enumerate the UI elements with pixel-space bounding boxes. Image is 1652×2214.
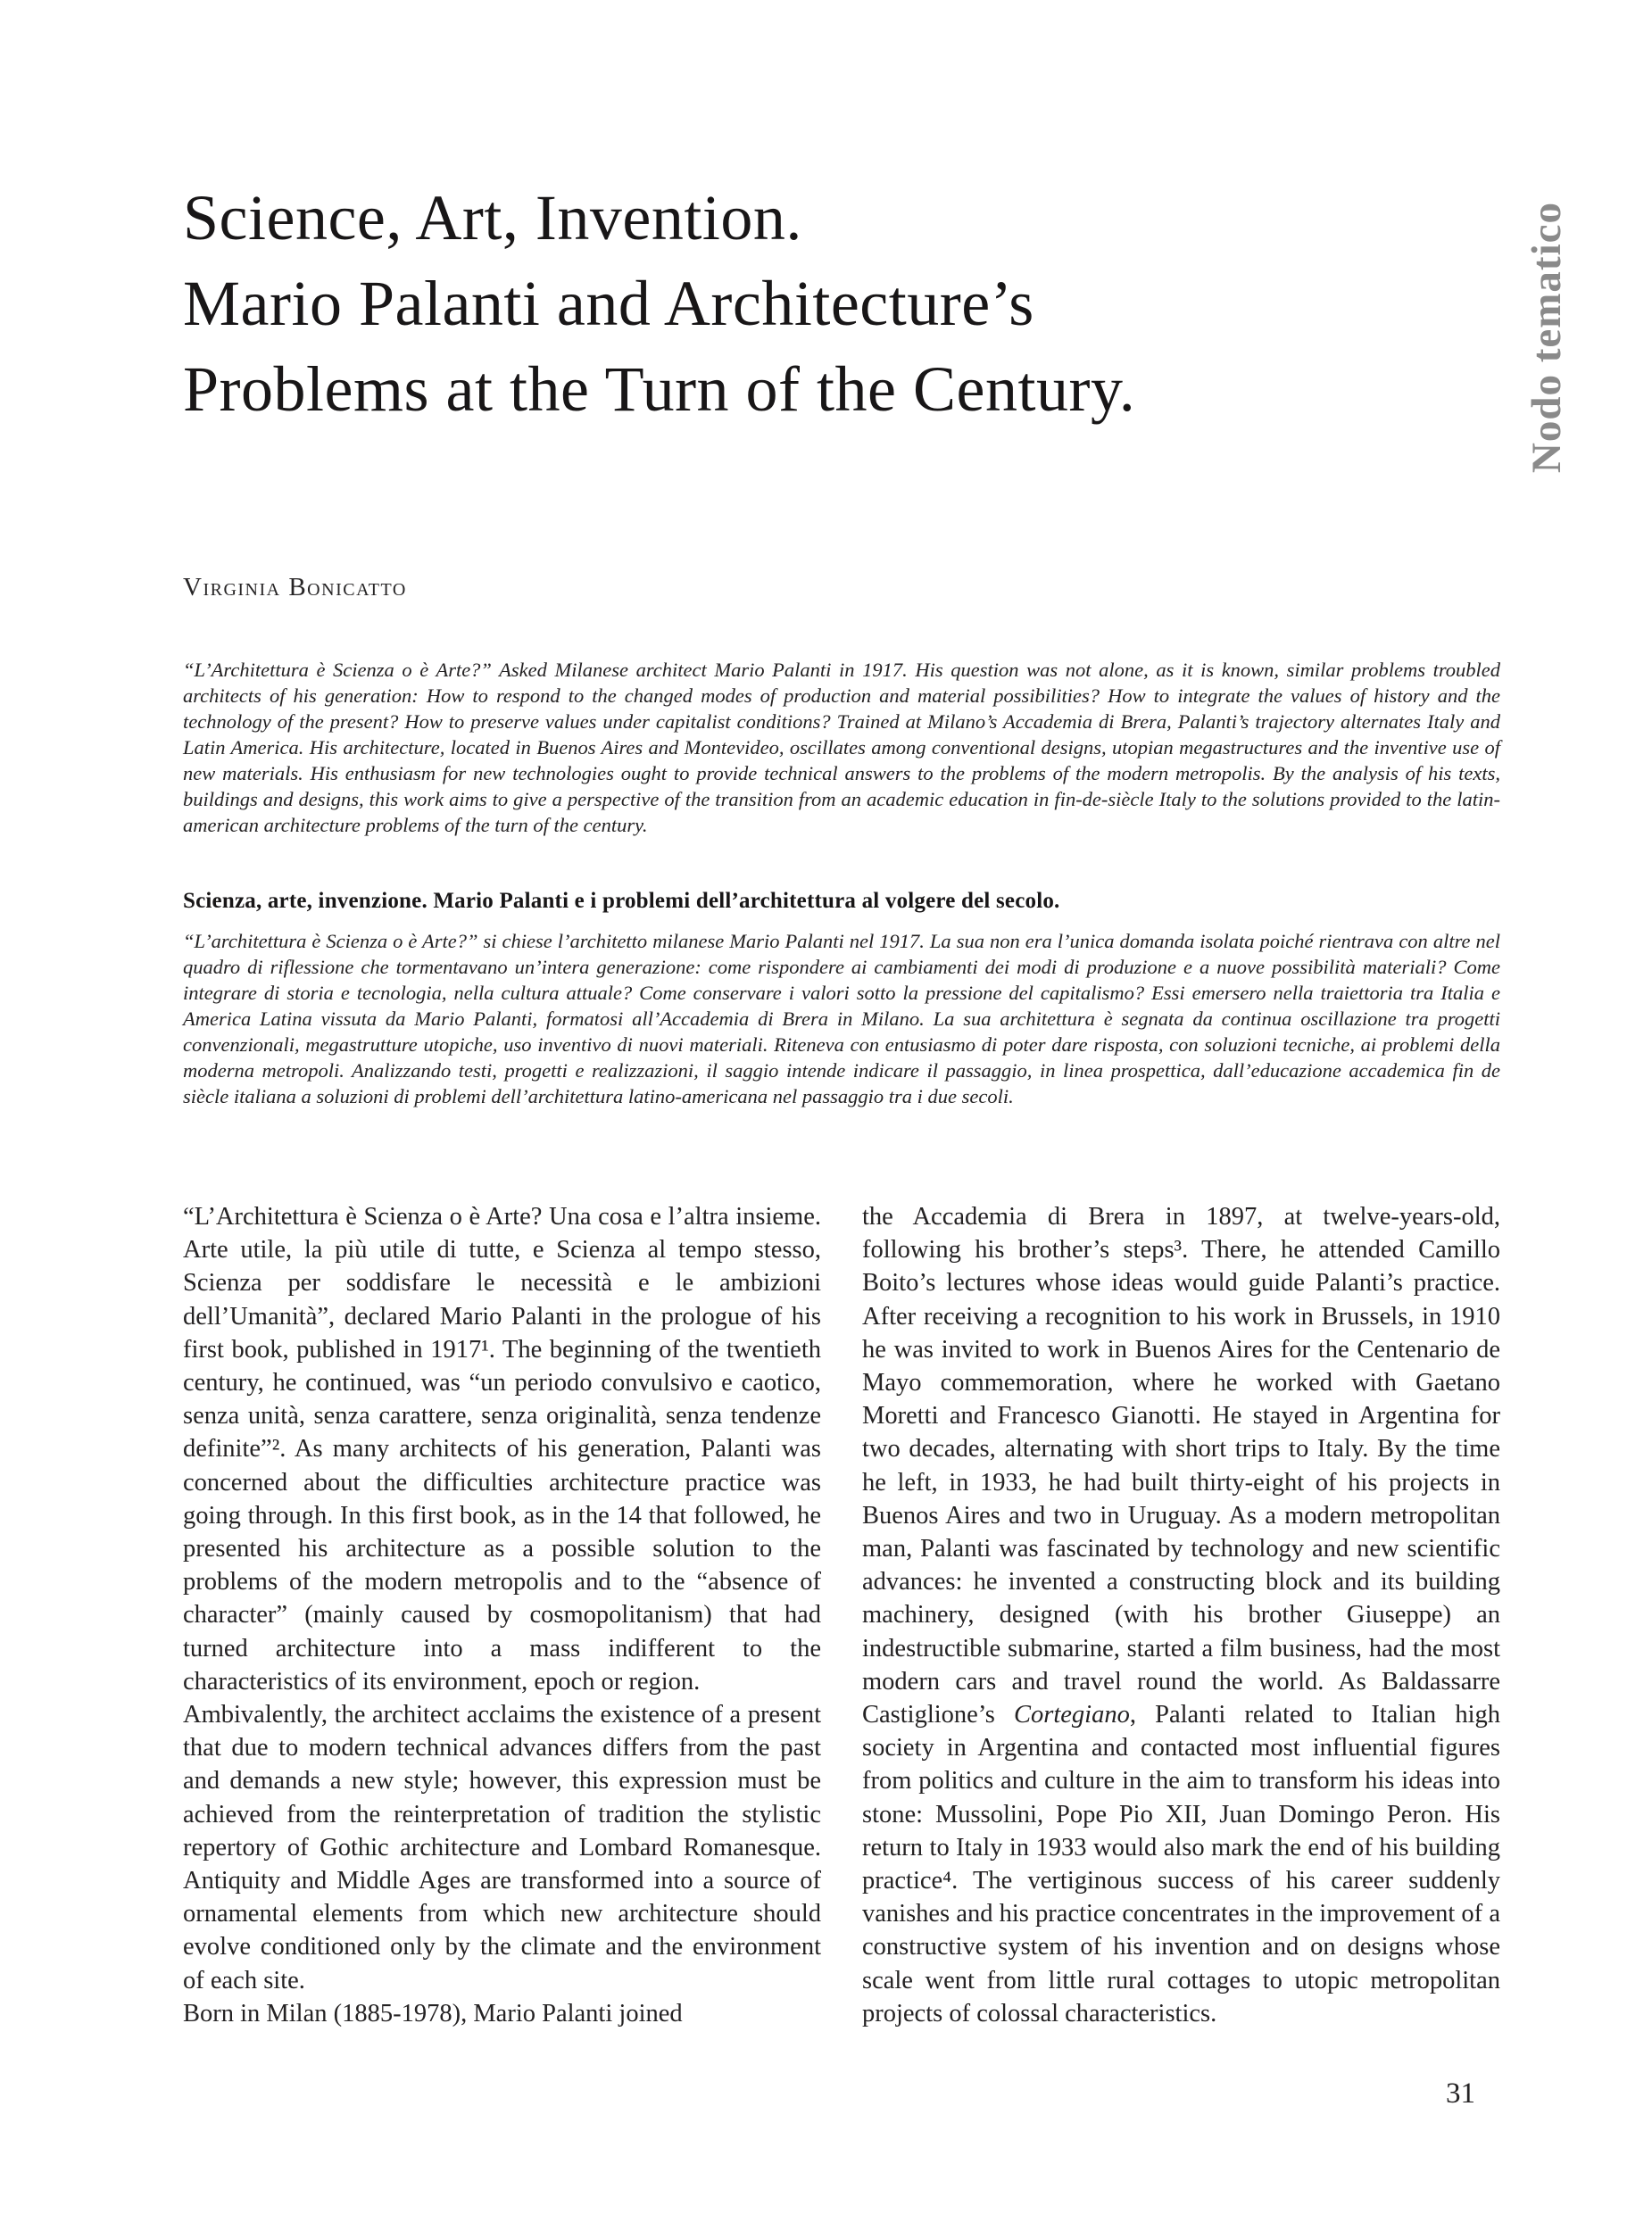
text-run: “L’Architettura è Scienza o è Arte? Una cosa e l’altra insieme. Arte utile, la più utile di tutte, e Scienza al tempo stesso, Scienza per soddisfare le necessità e le ambizioni dell’Umanità”, declared Mario Palanti in the prologue of his first book, published in 1917¹. The beginning of the twentieth century, he continued, was “un periodo convulsivo e caotico, senza unità, senza carattere, senza originalità, senza tendenze definite”². As many architects of his generation, Palanti was concerned about the difficulties architecture practice was going through. In this first book, as in the 14 that followed, he presented his architecture as a possible solution to the problems of the modern metropolis and to the “absence of character” (mainly caused by cosmopolitanism) that had turned architecture into a mass indifferent to the characteristics of its environment, epoch or region. [183,1203,821,1696]
page-number: 31 [1446,2077,1475,2110]
section-label: Nodo tematico [1523,202,1570,474]
title-line: Problems at the Turn of the Century. [183,353,1136,425]
author-name: Virginia Bonicatto [183,573,407,601]
body-right-column [862,1200,1500,2030]
italian-heading: Scienza, arte, invenzione. Mario Palanti e i problemi dell’architettura al volgere del secolo. [183,889,1060,913]
abstract-italian: “L’architettura è Scienza o è Arte?” si chiese l’architetto milanese Mario Palanti nel 1917. La sua non era l’unica domanda isolata poiché rientrava con altre nel quadro di riflessione che tormentavano un’intera generazione: come rispondere ai cambiamenti dei modi di produzione e a nuove possibilità materiali? Come integrare di storia e tecnologia, nella cultura attuale? Come conservare i valori sotto la pressione del capitalismo? Essi emersero nella traiettoria tra Italia e America Latina vissuta da Mario Palanti, formatosi all’Accademia di Brera in Milano. La sua architettura è segnata da continua oscillazione tra progetti convenzionali, megastrutture utopiche, uso inventivo di nuovi materiali. Riteneva con entusiasmo di poter dare risposta, con soluzioni tecniche, ai problemi della moderna metropoli. Analizzando testi, progetti e realizzazioni, il saggio intende indicare il passaggio, in linea prospettica, dall’educazione accademica fin de siècle italiana a soluzioni di problemi dell’architettura latino-americana nel passaggio tra i due secoli. [183,930,1500,1107]
article-title [183,175,1135,432]
body-left-column [183,1200,821,2030]
text-run: Born in Milan (1885-1978), Mario Palanti joined [183,1999,683,2027]
text-run: Cortegiano [1013,1701,1130,1729]
text-run: the Accademia di Brera in 1897, at twelve-years-old, following his brother’s steps³. There, he attended Camillo Boito’s lectures whose ideas would guide Palanti’s practice. After receiving a recognition to his work in Brussels, in 1910 he was invited to work in Buenos Aires for the Centenario de Mayo commemoration, where he worked with Gaetano Moretti and Francesco Gianotti. He stayed in Argentina for two decades, alternating with short trips to Italy. By the time he left, in 1933, he had built thirty-eight of his projects in Buenos Aires and two in Uruguay. As a modern metropolitan man, Palanti was fascinated by technology and new scientific advances: he invented a constructing block and its building machinery, designed (with his brother Giuseppe) an indestructible submarine, started a film business, had the most modern cars and travel round the world. As Baldassarre Castiglione’s [862,1203,1500,1729]
title-line: Science, Art, Invention. [183,182,802,253]
paragraph [183,1200,821,1698]
abstract-english: “L’Architettura è Scienza o è Arte?” Asked Milanese architect Mario Palanti in 1917. His question was not alone, as it is known, similar problems troubled architects of his generation: How to respond to the changed modes of production and material possibilities? How to integrate the values of history and the technology of the present? How to preserve values under capitalist conditions? Trained at Milano’s Accademia di Brera, Palanti’s trajectory alternates Italy and Latin America. His architecture, located in Buenos Aires and Montevideo, oscillates among conventional designs, utopian megastructures and the inventive use of new materials. His enthusiasm for new technologies ought to provide technical answers to the problems of the modern metropolis. By the analysis of his texts, buildings and designs, this work aims to give a perspective of the transition from an academic education in fin-de-siècle Italy to the solutions provided to the latin-american architecture problems of the turn of the century. [183,659,1500,836]
text-run: Ambivalently, the architect acclaims the existence of a present that due to modern technical advances differs from the past and demands a new style; however, this expression must be achieved from the reinterpretation of tradition the stylistic repertory of Gothic architecture and Lombard Romanesque. Antiquity and Middle Ages are transformed into a source of ornamental elements from which new architecture should evolve conditioned only by the climate and the environment of each site. [183,1701,821,1994]
paragraph [183,1698,821,1997]
paragraph [183,1997,821,2030]
paragraph [862,1200,1500,2030]
title-line: Mario Palanti and Architecture’s [183,268,1034,339]
text-run: , Palanti related to Italian high society in Argentina and contacted most influential figures from politics and culture in the aim to transform his ideas into stone: Mussolini, Pope Pio XII, Juan Domingo Peron. His return to Italy in 1933 would also mark the end of his building practice⁴. The vertiginous success of his career suddenly vanishes and his practice concentrates in the improvement of a constructive system of his invention and on designs whose scale went from little rural cottages to utopic metropolitan projects of colossal characteristics. [862,1701,1500,2027]
body-columns [183,1200,1500,2030]
